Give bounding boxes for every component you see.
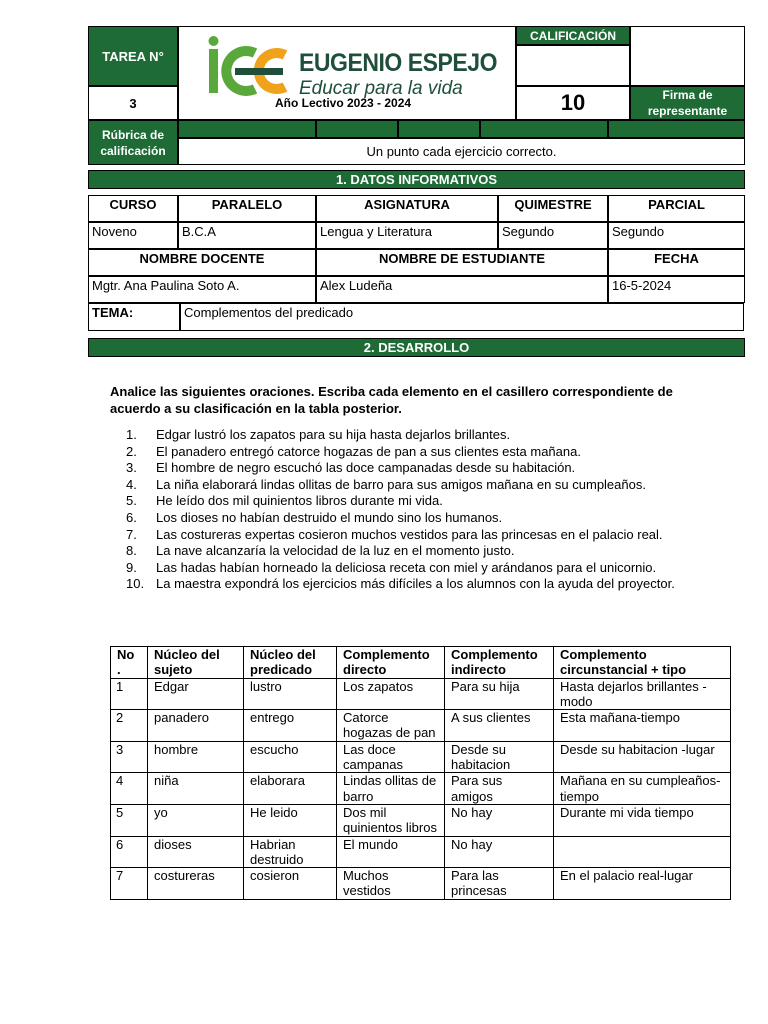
table-cell [554, 836, 731, 868]
parcial-value: Segundo [608, 222, 745, 249]
table-cell: 4 [111, 773, 148, 805]
table-header-cell: Complemento directo [337, 647, 445, 679]
table-row [111, 868, 731, 900]
table-cell: En el palacio real-lugar [554, 868, 731, 900]
table-header-cell: Complemento indirecto [445, 647, 554, 679]
sentence-list [126, 427, 730, 593]
table-cell: 1 [111, 678, 148, 710]
tarea-label-cell [88, 26, 178, 86]
sentence-text: La nave alcanzaría la velocidad de la luz en el momento justo. [156, 543, 515, 559]
rubrica-stripe-5 [608, 120, 745, 138]
table-cell: Los zapatos [337, 678, 445, 710]
tarea-label: TAREA N° [102, 48, 164, 64]
table-cell: 2 [111, 710, 148, 742]
rubrica-value-cell [178, 138, 745, 165]
table-cell: Las doce campanas [337, 741, 445, 773]
calificacion-value-cell [516, 86, 630, 120]
asignatura-label-cell: ASIGNATURA [316, 195, 498, 222]
school-slogan: Educar para la vida [299, 78, 463, 99]
table-cell: 3 [111, 741, 148, 773]
table-cell: Hasta dejarlos brillantes -modo [554, 678, 731, 710]
sentence-item: 1. Edgar lustró los zapatos para su hija hasta dejarlos brillantes. [126, 427, 511, 442]
firma-label-cell [630, 86, 745, 120]
curso-label-cell: CURSO [88, 195, 178, 222]
sentence-text: El hombre de negro escuchó las doce campanadas desde su habitación. [156, 460, 576, 476]
tarea-value-cell [88, 86, 178, 120]
table-cell: Desde su habitacion -lugar [554, 741, 731, 773]
estudiante-value: Alex Ludeña [316, 276, 608, 303]
instructions-text: Analice las siguientes oraciones. Escriba cada elemento en el casillero correspondiente de acuerdo a su clasificación en la tabla posterior. [110, 384, 673, 416]
sentence-item: 9. Las hadas habían horneado la deliciosa receta con miel y arándanos para el unicornio. [126, 559, 657, 575]
sentence-text: Edgar lustró los zapatos para su hija hasta dejarlos brillantes. [156, 427, 511, 442]
school-logo-icon [205, 35, 295, 99]
table-cell: Muchos vestidos [337, 868, 445, 900]
fecha-label-cell: FECHA [608, 249, 745, 276]
sentence-text: Las costureras expertas cosieron muchos vestidos para las princesas en el palacio real. [156, 526, 663, 542]
table-cell: panadero [148, 710, 244, 742]
calificacion-empty-cell [516, 45, 630, 86]
sentence-text: He leído dos mil quinientos libros durante mi vida. [156, 493, 443, 509]
quimestre-value: Segundo [498, 222, 608, 249]
section-datos-title: 1. DATOS INFORMATIVOS [88, 170, 745, 189]
section-desarrollo-title: 2. DESARROLLO [88, 338, 745, 357]
table-cell: costureras [148, 868, 244, 900]
table-header-cell: No . [111, 647, 148, 679]
sentence-item: 3. El hombre de negro escuchó las doce campanadas desde su habitación. [126, 460, 576, 476]
fecha-value: 16-5-2024 [608, 276, 745, 303]
sentence-item: 4. La niña elaborará lindas ollitas de barro para sus amigos mañana en su cumpleaños. [126, 476, 646, 492]
sentence-item: 8. La nave alcanzaría la velocidad de la luz en el momento justo. [126, 543, 515, 559]
paralelo-label-cell: PARALELO [178, 195, 316, 222]
table-cell: Esta mañana-tiempo [554, 710, 731, 742]
rubrica-label: Rúbrica de calificación [100, 127, 166, 158]
table-cell: Mañana en su cumpleaños-tiempo [554, 773, 731, 805]
sentence-item: 2. El panadero entregó catorce hogazas de pan a sus clientes esta mañana. [126, 443, 581, 459]
table-row [111, 678, 731, 710]
table-row [111, 710, 731, 742]
school-name: EUGENIO ESPEJO [299, 49, 498, 77]
docente-label-cell: NOMBRE DOCENTE [88, 249, 316, 276]
table-cell: Para sus amigos [445, 773, 554, 805]
table-row [111, 741, 731, 773]
tema-value: Complementos del predicado [180, 303, 744, 331]
table-cell: hombre [148, 741, 244, 773]
asignatura-value: Lengua y Literatura [316, 222, 498, 249]
firma-label: Firma de representante [647, 88, 728, 118]
table-cell: Para las princesas [445, 868, 554, 900]
curso-value: Noveno [88, 222, 178, 249]
table-cell: Desde su habitacion [445, 741, 554, 773]
sentence-text: La niña elaborará lindas ollitas de barro para sus amigos mañana en su cumpleaños. [156, 476, 646, 492]
calificacion-label: CALIFICACIÓN [530, 28, 616, 43]
firma-space-cell [630, 26, 745, 86]
table-cell: elaborara [244, 773, 337, 805]
tema-label: TEMA: [88, 303, 180, 331]
sentence-text: El panadero entregó catorce hogazas de pan a sus clientes esta mañana. [156, 443, 581, 459]
table-cell: dioses [148, 836, 244, 868]
rubrica-value: Un punto cada ejercicio correcto. [366, 144, 557, 159]
table-cell: No hay [445, 836, 554, 868]
table-cell: Catorce hogazas de pan [337, 710, 445, 742]
table-cell: yo [148, 804, 244, 836]
table-header-cell: Núcleo del predicado [244, 647, 337, 679]
school-year: Año Lectivo 2023 - 2024 [275, 96, 412, 110]
table-row [111, 804, 731, 836]
table-cell: A sus clientes [445, 710, 554, 742]
table-cell: El mundo [337, 836, 445, 868]
table-cell: No hay [445, 804, 554, 836]
sentence-item: 5. He leído dos mil quinientos libros durante mi vida. [126, 493, 443, 509]
tarea-value: 3 [129, 95, 137, 111]
table-row [111, 773, 731, 805]
logo-cell [178, 26, 516, 120]
table-cell: He leido [244, 804, 337, 836]
paralelo-value: B.C.A [178, 222, 316, 249]
table-cell: Durante mi vida tiempo [554, 804, 731, 836]
sentence-item: 6. Los dioses no habían destruido el mundo sino los humanos. [126, 509, 503, 525]
table-cell: Habrian destruido [244, 836, 337, 868]
table-cell: 7 [111, 868, 148, 900]
table-row [111, 836, 731, 868]
sentence-text: La maestra expondrá los ejercicios más difíciles a los alumnos con la ayuda del proyector. [156, 576, 675, 592]
table-cell: 5 [111, 804, 148, 836]
table-cell: Dos mil quinientos libros [337, 804, 445, 836]
table-header-cell: Núcleo del sujeto [148, 647, 244, 679]
table-cell: Edgar [148, 678, 244, 710]
table-header-row [111, 647, 731, 679]
rubrica-stripe-4 [480, 120, 608, 138]
parcial-label-cell: PARCIAL [608, 195, 745, 222]
calificacion-value: 10 [560, 90, 586, 115]
table-cell: niña [148, 773, 244, 805]
sentence-item: 7. Las costureras expertas cosieron muchos vestidos para las princesas en el palacio real. [126, 526, 663, 542]
answer-table [110, 646, 731, 900]
sentence-item: 10. La maestra expondrá los ejercicios más difíciles a los alumnos con la ayuda del proyector. [126, 576, 675, 592]
table-cell: Para su hija [445, 678, 554, 710]
rubrica-stripe-1 [178, 120, 316, 138]
docente-value: Mgtr. Ana Paulina Soto A. [88, 276, 316, 303]
calificacion-label-cell [516, 26, 630, 45]
rubrica-stripe-2 [316, 120, 398, 138]
sentence-text: Los dioses no habían destruido el mundo sino los humanos. [156, 509, 503, 525]
table-header-cell: Complemento circunstancial + tipo [554, 647, 731, 679]
estudiante-label-cell: NOMBRE DE ESTUDIANTE [316, 249, 608, 276]
table-cell: escucho [244, 741, 337, 773]
rubrica-label-cell [88, 120, 178, 165]
table-cell: cosieron [244, 868, 337, 900]
table-cell: Lindas ollitas de barro [337, 773, 445, 805]
quimestre-label-cell: QUIMESTRE [498, 195, 608, 222]
table-cell: lustro [244, 678, 337, 710]
table-cell: 6 [111, 836, 148, 868]
rubrica-stripe-3 [398, 120, 480, 138]
sentence-text: Las hadas habían horneado la deliciosa receta con miel y arándanos para el unicornio. [156, 559, 657, 575]
table-cell: entrego [244, 710, 337, 742]
